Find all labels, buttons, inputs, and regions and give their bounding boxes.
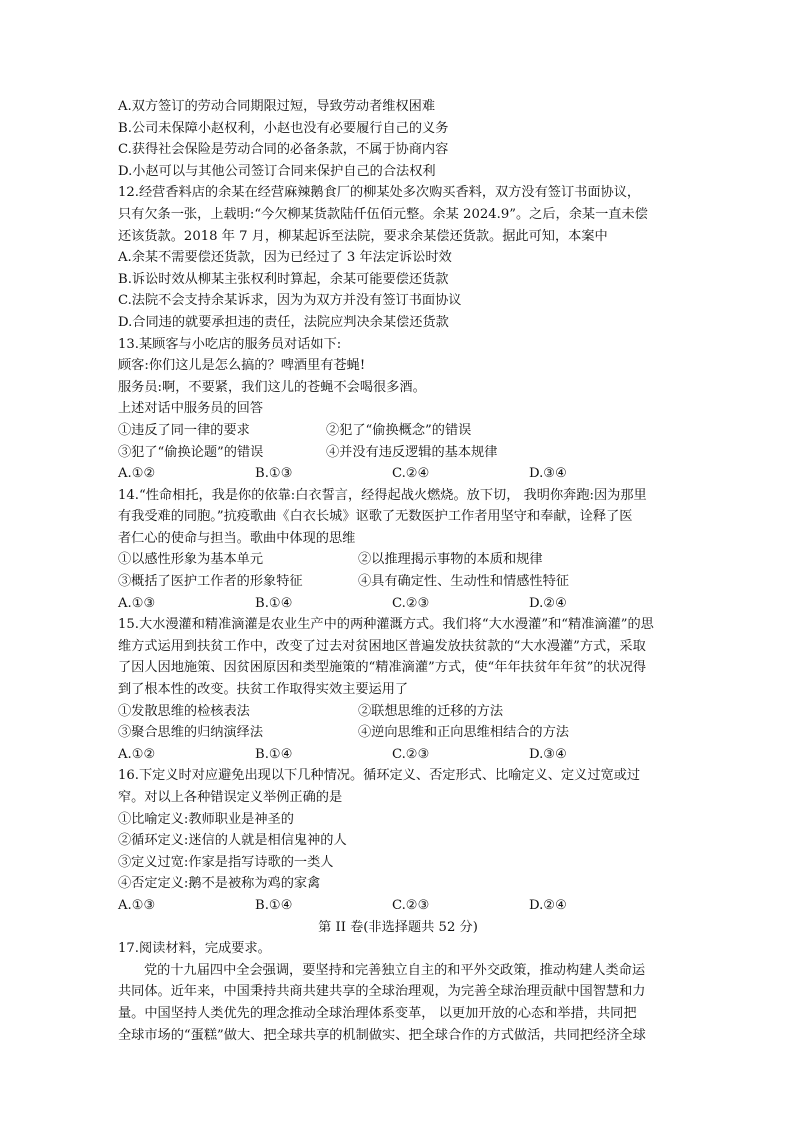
- option-line: A.余某不需要偿还货款，因为已经过了 3 年法定诉讼时效: [118, 250, 452, 266]
- text-line: 了因人因地施策、因贫困原因和类型施策的“精准滴灌”方式，使“年年扶贫年年贫”的状况得: [118, 660, 647, 676]
- option-line: C.法院不会支持余某诉求，因为为双方并没有签订书面协议: [118, 293, 462, 309]
- choice: B.①④: [255, 595, 293, 611]
- text-line: 只有欠条一张，上载明:“今欠柳某货款陆仟伍佰元整。余某 2024.9”。之后，余某一直未偿: [118, 206, 648, 222]
- choice: B.①④: [255, 746, 293, 762]
- statement: ①违反了同一律的要求: [118, 422, 250, 438]
- text-line: 13.某顾客与小吃店的服务员对话如下:: [118, 336, 342, 352]
- statement: ④并没有违反逻辑的基本规律: [326, 444, 498, 460]
- text-line: 14.“性命相托，我是你的依靠:白衣誓言，经得起战火燃烧。放下切， 我明你奔跑:因为那里: [118, 487, 647, 503]
- choice: D.②④: [529, 595, 567, 611]
- choice: C.②③: [392, 746, 430, 762]
- statement: ②以推理揭示事物的本质和规律: [358, 552, 543, 568]
- statement: ④具有确定性、生动性和情感性特征: [358, 574, 569, 590]
- text-line: D.小赵可以与其他公司签订合同来保护自己的合法权利: [118, 163, 436, 179]
- choice: A.①②: [118, 746, 156, 762]
- text-line: 16.下定义时对应避免出现以下几种情况。循环定义、否定形式、比喻定义、定义过宽或过: [118, 768, 641, 784]
- choice-row: [118, 463, 678, 485]
- text-line: 还该货款。2018 年 7 月，柳某起诉至法院，要求余某偿还货款。据此可知，本案中: [118, 228, 608, 244]
- choice: C.②③: [392, 897, 430, 913]
- text-line: 全球市场的“蛋糕”做大、把全球共享的机制做实、把全球合作的方式做活，共同把经济全球: [118, 1027, 646, 1043]
- text-line: 15.大水漫灌和精准滴灌是农业生产中的两种灌溉方式。我们将“大水漫灌”和“精准滴灌”的思: [118, 617, 654, 633]
- statement-row: [118, 420, 678, 442]
- choice: A.①③: [118, 897, 156, 913]
- statement: ①发散思维的检核表法: [118, 703, 250, 719]
- statement: ②犯了“偷换概念”的错误: [326, 422, 472, 438]
- choice: A.①②: [118, 466, 156, 482]
- statement: ③犯了“偷换论题”的错误: [118, 444, 264, 460]
- choice: C.②④: [392, 466, 430, 482]
- text-line: 窄。对以上各种错误定义举例正确的是: [118, 790, 343, 805]
- question-16: [118, 765, 678, 916]
- q11-options: [118, 96, 678, 182]
- text-line: 维方式运用到扶贫工作中，改变了过去对贫困地区普遍发放扶贫款的“大水漫灌”方式，采取: [118, 638, 646, 654]
- text-line: C.获得社会保险是劳动合同的必备条款，不属于协商内容: [118, 142, 449, 158]
- statement: ②联想思维的迁移的方法: [358, 703, 504, 719]
- option-line: B.诉讼时效从柳某主张权利时算起，余某可能要偿还货款: [118, 271, 449, 287]
- text-line: 者仁心的使命与担当。歌曲中体现的思维: [118, 530, 356, 546]
- statement-row: [118, 722, 678, 744]
- statement: ②循环定义:迷信的人就是相信鬼神的人: [118, 833, 347, 849]
- option-line: D.合同违的就要承担违的责任，法院应判决余某偿还货款: [118, 314, 449, 330]
- statement-row: [118, 571, 678, 593]
- choice: B.①③: [255, 466, 293, 482]
- choice: D.③④: [529, 466, 567, 482]
- text-line: A.双方签订的劳动合同期限过短，导致劳动者维权困难: [118, 99, 436, 114]
- text-line: 量。中国坚持人类优先的理念推动全球治理体系变革， 以更加开放的心态和举措，共同把: [118, 1005, 637, 1021]
- question-15: [118, 614, 678, 765]
- statement: ③定义过宽:作家是指写诗歌的一类人: [118, 854, 334, 870]
- statement: ③聚合思维的归纳演绎法: [118, 725, 264, 741]
- section-title: 第 II 卷(非选择题共 52 分): [318, 919, 478, 935]
- choice-row: [118, 895, 678, 917]
- statement-row: [118, 701, 678, 723]
- text-line: 顾客:你们这儿是怎么搞的？啤酒里有苍蝇!: [118, 358, 366, 374]
- text-line: B.公司未保障小赵权利，小赵也没有必要履行自己的义务: [118, 120, 449, 136]
- choice: D.②④: [529, 897, 567, 913]
- statement: ④否定定义:鹅不是被称为鸡的家禽: [118, 876, 321, 892]
- text-line: 到了根本性的改变。扶贫工作取得实效主要运用了: [118, 682, 409, 698]
- statement-row: [118, 549, 678, 571]
- text-line: 17.阅读材料，完成要求。: [118, 941, 271, 957]
- question-13: [118, 334, 678, 485]
- choice-row: [118, 593, 678, 615]
- choice: A.①③: [118, 595, 156, 611]
- question-14: [118, 485, 678, 615]
- choice-row: [118, 744, 678, 766]
- text-line: 有我受难的同胞。”抗疫歌曲《白衣长城》讴歌了无数医护工作者用坚守和奉献，诠释了医: [118, 509, 633, 525]
- statement-row: [118, 442, 678, 464]
- text-line: 服务员:啊，不要紧，我们这儿的苍蝇不会喝很多酒。: [118, 379, 426, 395]
- text-line: 12.经营香料店的余某在经营麻辣鹅食厂的柳某处多次购买香料，双方没有签订书面协议，: [118, 185, 641, 201]
- text-line: 党的十九届四中全会强调，要坚持和完善独立自主的和平外交政策，推动构建人类命运: [144, 962, 646, 978]
- text-line: 上述对话中服务员的回答: [118, 401, 264, 417]
- statement: ①以感性形象为基本单元: [118, 552, 264, 568]
- question-12: [118, 182, 678, 333]
- choice: B.①④: [255, 897, 293, 913]
- statement: ①比喻定义:教师职业是神圣的: [118, 811, 294, 827]
- statement: ③概括了医护工作者的形象特征: [118, 574, 303, 590]
- page-content: [118, 96, 678, 1046]
- question-17: [118, 938, 678, 1046]
- choice: C.②③: [392, 595, 430, 611]
- statement: ④逆向思维和正向思维相结合的方法: [358, 725, 569, 741]
- choice: D.③④: [529, 746, 567, 762]
- text-line: 共同体。近年来，中国秉持共商共建共享的全球治理观，为完善全球治理贡献中国智慧和力: [118, 984, 646, 1000]
